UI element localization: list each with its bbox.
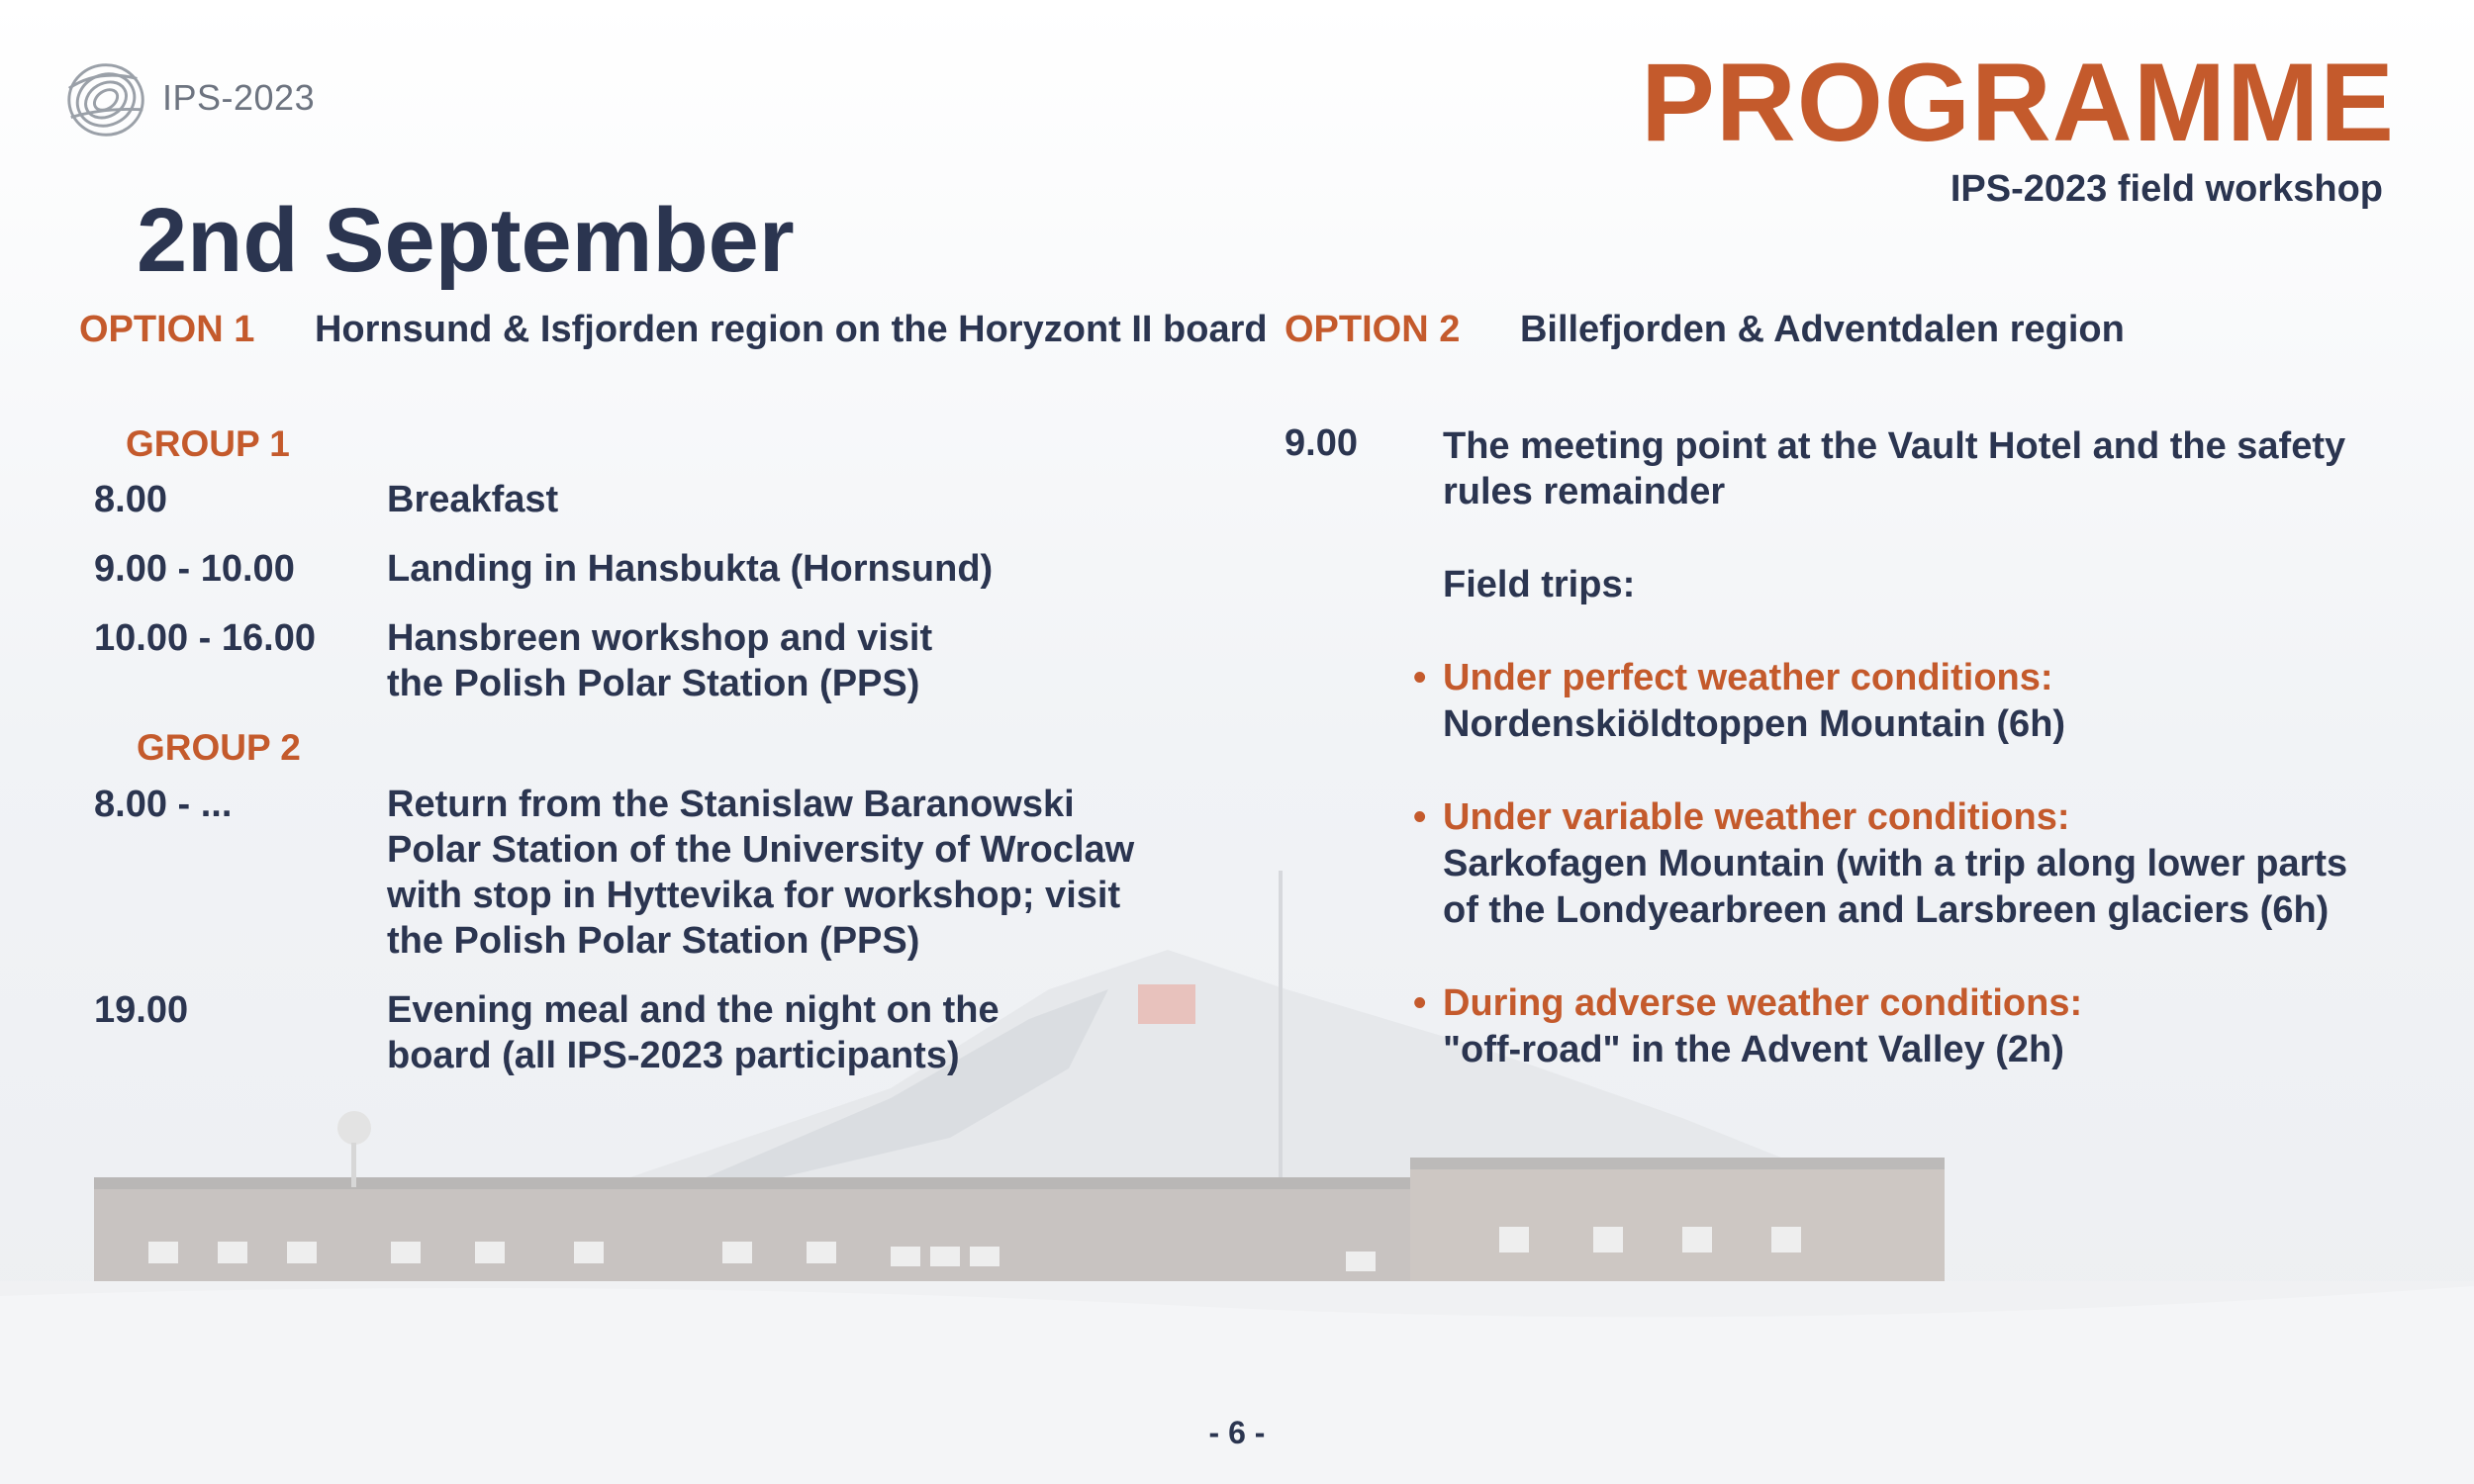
field-trips-label: Field trips:	[1443, 564, 1636, 605]
row-line: the Polish Polar Station (PPS)	[387, 663, 920, 704]
trip-condition: Under perfect weather conditions:	[1443, 657, 2053, 698]
logo-text: IPS-2023	[162, 77, 316, 118]
trip-item	[1413, 655, 2066, 748]
row-time: 8.00 - ...	[94, 784, 233, 825]
date-heading: 2nd September	[137, 190, 795, 291]
bullet-icon: •	[1413, 982, 1427, 1024]
row-time: 19.00	[94, 989, 189, 1031]
option-2-header	[1285, 309, 2125, 351]
group-2-label: GROUP 2	[137, 727, 301, 768]
page-number: - 6 -	[1208, 1415, 1266, 1450]
row-time: 10.00 - 16.00	[94, 617, 316, 659]
row-line: Hansbreen workshop and visit	[387, 617, 933, 659]
row-line: with stop in Hyttevika for workshop; visit	[387, 875, 1121, 916]
row-description: Breakfast	[387, 479, 559, 520]
row-line: the Polish Polar Station (PPS)	[387, 920, 920, 962]
meeting-point-text	[1443, 423, 2345, 514]
option-1-description: Hornsund & Isfjorden region on the Horyzont II board	[314, 309, 1268, 350]
row-line: Return from the Stanislaw Baranowski	[387, 784, 1075, 825]
option-2-time: 9.00	[1285, 422, 1358, 464]
option-2-description: Billefjorden & Adventdalen region	[1519, 309, 2125, 350]
trip-item	[1413, 980, 2083, 1073]
row-description	[387, 782, 1134, 964]
row-line: Polar Station of the University of Wroclaw	[387, 829, 1135, 871]
option-1-header	[79, 309, 1268, 351]
option-1-label: OPTION 1	[79, 309, 255, 350]
row-description	[387, 615, 932, 706]
trip-line: "off-road" in the Advent Valley (2h)	[1443, 1029, 2064, 1070]
bullet-icon: •	[1413, 796, 1427, 838]
trip-line: Sarkofagen Mountain (with a trip along lower parts	[1443, 843, 2348, 884]
bullet-icon: •	[1413, 657, 1427, 698]
logo	[59, 49, 315, 146]
group-1-label: GROUP 1	[126, 423, 290, 464]
row-line: board (all IPS-2023 participants)	[387, 1035, 960, 1076]
trip-line: of the Londyearbreen and Larsbreen glaciers (6h)	[1443, 889, 2330, 931]
globe-swirl-icon	[59, 49, 156, 146]
programme-title: PROGRAMME	[1641, 41, 2395, 164]
row-time: 9.00 - 10.00	[94, 548, 295, 590]
trip-condition: During adverse weather conditions:	[1443, 982, 2083, 1024]
row-description	[387, 987, 999, 1078]
row-time: 8.00	[94, 479, 167, 520]
meeting-line: rules remainder	[1443, 471, 1726, 512]
programme-subtitle: IPS-2023 field workshop	[1950, 168, 2383, 210]
meeting-line: The meeting point at the Vault Hotel and the safety	[1443, 425, 2346, 467]
trip-condition: Under variable weather conditions:	[1443, 796, 2070, 838]
trip-line: Nordenskiöldtoppen Mountain (6h)	[1443, 703, 2066, 745]
row-line: Evening meal and the night on the	[387, 989, 999, 1031]
trip-item	[1413, 794, 2348, 934]
row-description: Landing in Hansbukta (Hornsund)	[387, 548, 994, 590]
option-2-label: OPTION 2	[1285, 309, 1461, 350]
